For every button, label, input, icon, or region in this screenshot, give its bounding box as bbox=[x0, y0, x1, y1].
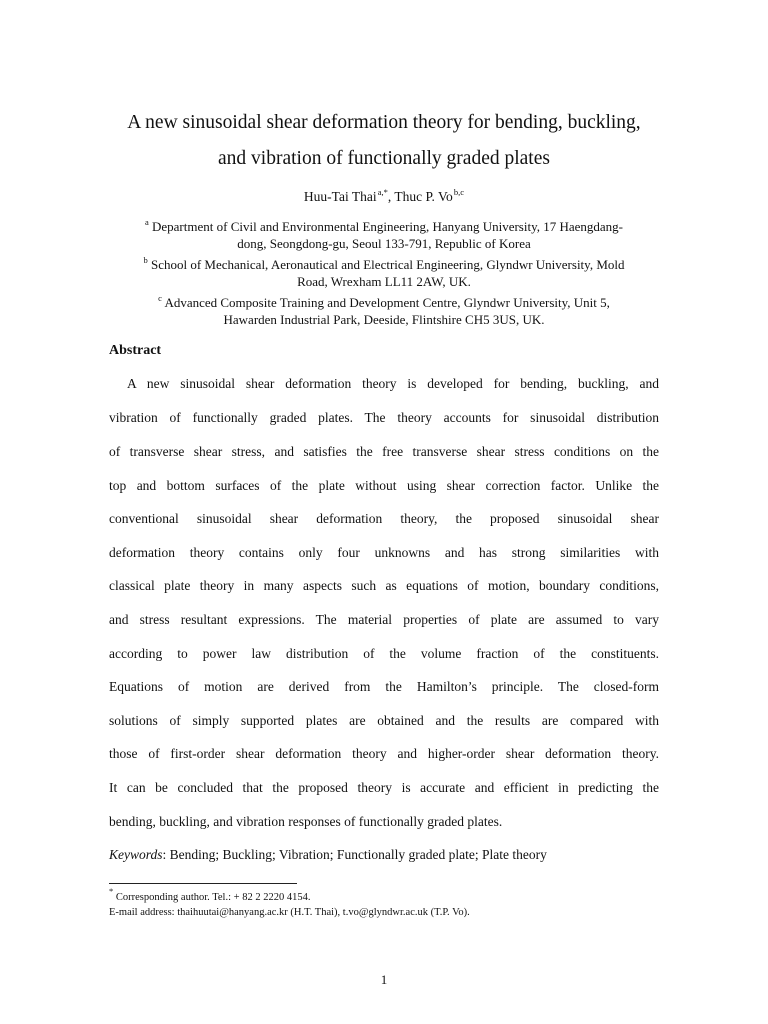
paper-title-line-2: and vibration of functionally graded plates bbox=[218, 148, 550, 169]
abstract-line: A new sinusoidal shear deformation theory is developed for bending, buckling, and bbox=[127, 376, 659, 391]
footnote-email: E-mail address: thaihuutai@hanyang.ac.kr (H.T. Thai), t.vo@glyndwr.ac.uk (T.P. Vo). bbox=[109, 907, 470, 918]
abstract-heading: Abstract bbox=[109, 343, 162, 358]
keywords-label: Keywords bbox=[109, 847, 163, 862]
footnote-mark: * bbox=[109, 886, 114, 896]
affiliation-text: Department of Civil and Environmental Engineering, Hanyang University, 17 Haengdang- bbox=[152, 219, 624, 234]
abstract-line: Equations of motion are derived from the Hamilton’s principle. The closed-form bbox=[109, 679, 659, 694]
footnote-text: Corresponding author. Tel.: + 82 2 2220 4154. bbox=[113, 892, 311, 903]
footnote-corresponding-author bbox=[109, 886, 311, 905]
affiliation-text: Advanced Composite Training and Development Centre, Glyndwr University, Unit 5, bbox=[164, 295, 610, 310]
abstract-line: according to power law distribution of the volume fraction of the constituents. bbox=[109, 646, 659, 661]
abstract-line: and stress resultant expressions. The material properties of plate are assumed to vary bbox=[109, 612, 659, 627]
affiliation-line bbox=[110, 294, 658, 311]
affiliation-line: Road, Wrexham LL11 2AW, UK. bbox=[297, 274, 471, 289]
page-number: 1 bbox=[380, 972, 388, 987]
affiliation-b bbox=[110, 256, 658, 290]
affiliation-line: Hawarden Industrial Park, Deeside, Flintshire CH5 3US, UK. bbox=[223, 312, 545, 327]
affiliation-line bbox=[110, 256, 658, 273]
author-name: Thuc P. Vo bbox=[394, 189, 453, 204]
author-affiliation-mark: a,* bbox=[377, 187, 388, 197]
affiliation-mark: c bbox=[158, 293, 162, 303]
affiliation-mark: b bbox=[143, 255, 148, 265]
affiliation-c bbox=[110, 294, 658, 328]
abstract-line: solutions of simply supported plates are obtained and the results are compared with bbox=[109, 713, 659, 728]
keywords bbox=[109, 845, 659, 865]
abstract-line: classical plate theory in many aspects such as equations of motion, boundary conditions, bbox=[109, 578, 659, 593]
footnote-divider bbox=[109, 883, 297, 884]
paper-title-line-1: A new sinusoidal shear deformation theory for bending, buckling, bbox=[127, 112, 641, 133]
author-affiliation-mark: b,c bbox=[453, 187, 465, 197]
author-separator: , bbox=[387, 189, 395, 204]
abstract-line: those of first-order shear deformation theory and higher-order shear deformation theory. bbox=[109, 746, 659, 761]
author-name: Huu-Tai Thai bbox=[303, 189, 377, 204]
affiliation-text: School of Mechanical, Aeronautical and Electrical Engineering, Glyndwr University, Mold bbox=[150, 257, 625, 272]
affiliation-line: dong, Seongdong-gu, Seoul 133-791, Republic of Korea bbox=[237, 236, 531, 251]
keywords-list: : Bending; Buckling; Vibration; Functionally graded plate; Plate theory bbox=[162, 847, 547, 862]
affiliation-mark: a bbox=[144, 217, 149, 227]
abstract-line: bending, buckling, and vibration responses of functionally graded plates. bbox=[109, 814, 503, 829]
abstract-line: top and bottom surfaces of the plate without using shear correction factor. Unlike the bbox=[109, 478, 659, 493]
affiliation-a bbox=[110, 218, 658, 252]
abstract-line: vibration of functionally graded plates. The theory accounts for sinusoidal distribution bbox=[109, 410, 659, 425]
abstract-line: It can be concluded that the proposed theory is accurate and efficient in predicting the bbox=[109, 780, 659, 795]
affiliation-line bbox=[110, 218, 658, 235]
abstract-line: of transverse shear stress, and satisfies the free transverse shear stress conditions on the bbox=[109, 444, 659, 459]
abstract-line: deformation theory contains only four unknowns and has strong similarities with bbox=[109, 545, 659, 560]
author-list bbox=[0, 188, 768, 206]
abstract-line: conventional sinusoidal shear deformation theory, the proposed sinusoidal shear bbox=[109, 511, 659, 526]
